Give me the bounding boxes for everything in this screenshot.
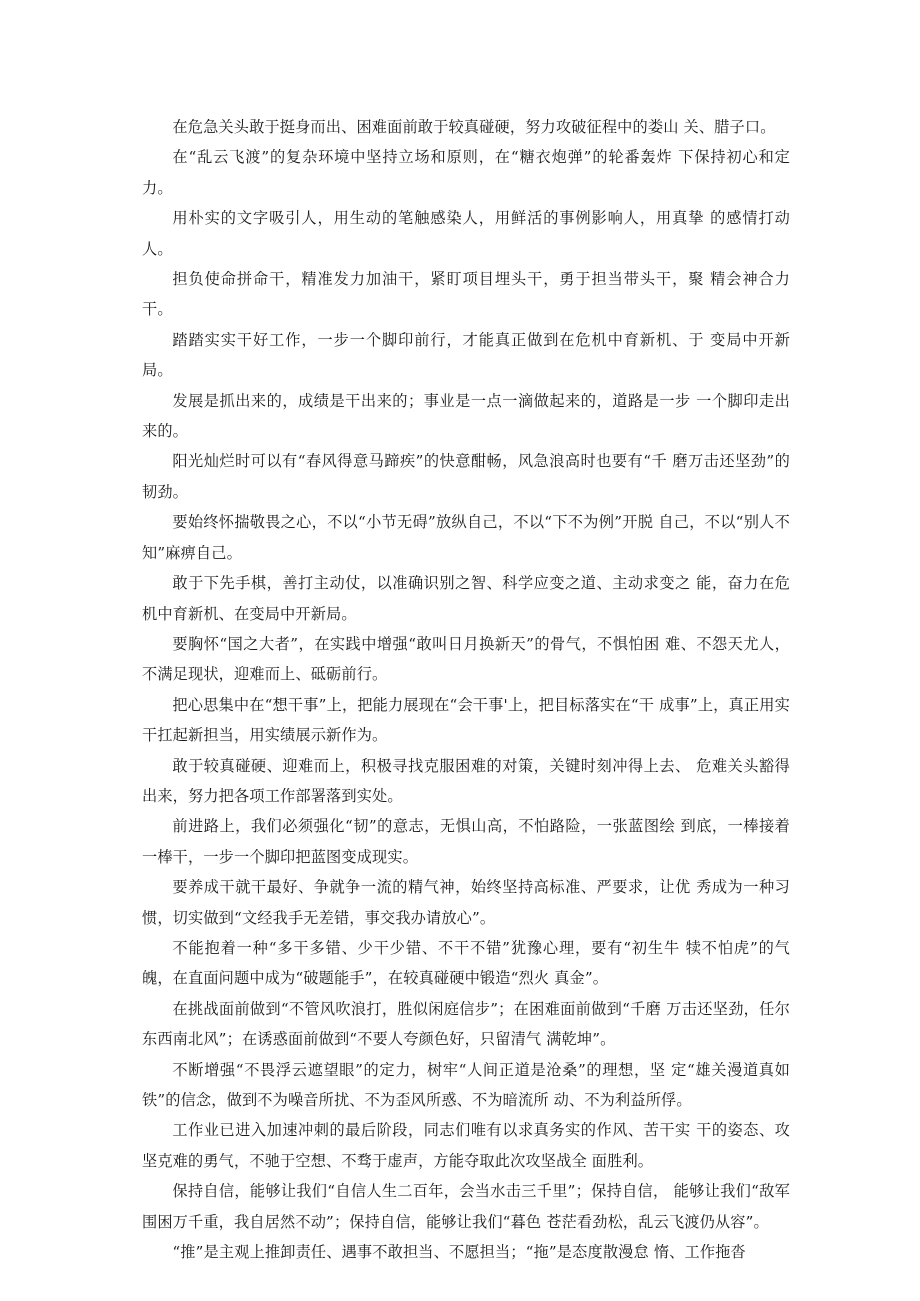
paragraph-13: 前进路上，我们必须强化“韧”的意志，无惧山高，不怕路险，一张蓝图绘 到底，一棒接着一棒干，一步一个脚印把蓝图变成现实。 [142,817,790,866]
paragraph-19: 保持自信，能够让我们“自信人生二百年，会当水击三千里”；保持自信， 能够让我们“敌军围困万千重，我自居然不动”；保持自信，能够让我们“暮色 苍茫看劲松，乱云飞渡仍从容”。 [142,1182,790,1231]
paragraph-12: 敢于较真碰硬、迎难而上，积极寻找克服困难的对策，关键时刻冲得上去、 危难关头豁得出来，努力把各项工作部署落到实处。 [142,756,790,805]
paragraph-11: 把心思集中在“想干事”上，把能力展现在“会干事'上，把目标落实在“干 成事”上，真正用实干扛起新担当，用实绩展示新作为。 [142,695,790,745]
paragraph-2: 在“乱云飞渡”的复杂环境中坚持立场和原则，在“糖衣炮弹”的轮番轰炸 下保持初心和定力。 [142,148,790,197]
paragraph-8: 要始终怀揣敬畏之心，不以“小节无碍”放纵自己，不以“下不为例”开脱 自己，不以“别人不知”麻痹自己。 [142,513,790,562]
paragraph-17: 不断增强“不畏浮云遮望眼”的定力，树牢“人间正道是沧桑”的理想，坚 定“雄关漫道真如铁”的信念，做到不为噪音所扰、不为歪风所惑、不为暗流所 动、不为利益所俘。 [142,1060,790,1109]
paragraph-7: 阳光灿烂时可以有“春风得意马蹄疾”的快意酣畅，风急浪高时也要有“千 磨万击还坚劲”的韧劲。 [142,452,790,501]
paragraph-9: 敢于下先手棋，善打主动仗，以准确识别之智、科学应变之道、主动求变之 能，奋力在危机中育新机、在变局中开新局。 [142,574,790,623]
paragraph-16: 在挑战面前做到“不管风吹浪打，胜似闲庭信步”；在困难面前做到“千磨 万击还坚劲，任尔东西南北风”；在诱惑面前做到“不要人夸颜色好，只留清气 满乾坤”。 [142,999,790,1049]
paragraph-10: 要胸怀“国之大者”，在实践中增强“敢叫日月换新天”的骨气，不惧怕困 难、不怨天尤人，不满足现状，迎难而上、砥砺前行。 [142,634,790,684]
paragraph-20: “推”是主观上推卸责任、遇事不敢担当、不愿担当；“拖”是态度散漫怠 惰、工作拖沓 [172,1243,746,1262]
paragraph-14: 要养成干就干最好、争就争一流的精气神，始终坚持高标准、严要求，让优 秀成为一种习惯，切实做到“文经我手无差错，事交我办请放心”。 [142,878,790,927]
paragraph-5: 踏踏实实干好工作，一步一个脚印前行，才能真正做到在危机中育新机、于 变局中开新局。 [142,330,790,380]
paragraph-3: 用朴实的文字吸引人，用生动的笔触感染人，用鲜活的事例影响人，用真挚 的感情打动人。 [142,209,790,258]
document-body [142,112,790,1267]
paragraph-6: 发展是抓出来的，成绩是干出来的；事业是一点一滴做起来的，道路是一步 一个脚印走出来的。 [142,391,790,441]
paragraph-4: 担负使命拼命干，精准发力加油干，紧盯项目埋头干，勇于担当带头干，聚 精会神合力干。 [142,270,790,319]
paragraph-1: 在危急关头敢于挺身而出、困难面前敢于较真碰硬，努力攻破征程中的娄山 关、腊子口。 [172,118,776,136]
paragraph-18: 工作业已进入加速冲刺的最后阶段，同志们唯有以求真务实的作风、苦干实 干的姿态、攻坚克难的勇气，不驰于空想、不骛于虚声，方能夺取此次攻坚战全 面胜利。 [142,1121,790,1170]
paragraph-15: 不能抱着一种“多干多错、少干少错、不干不错”犹豫心理，要有“初生牛 犊不怕虎”的气魄，在直面问题中成为“破题能手”，在较真碰硬中锻造“烈火 真金”。 [142,938,790,988]
